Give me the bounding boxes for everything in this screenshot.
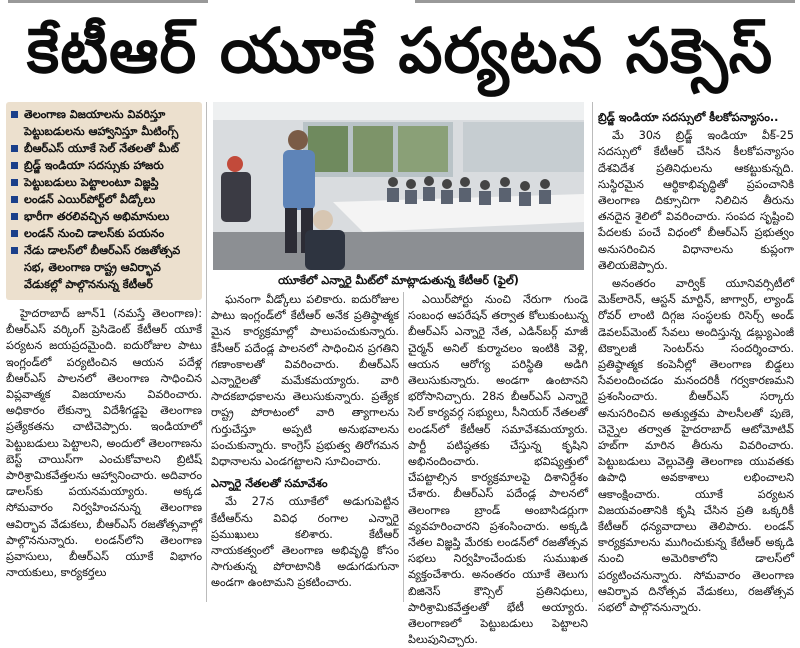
bullet-square-icon	[11, 213, 18, 220]
top-rule-right	[415, 0, 795, 3]
section-subhead: ఎన్నారై నేతలతో సమావేశం	[211, 477, 328, 491]
paragraph: ఘనంగా వీడ్కోలు పలికారు. ఐదురోజుల పాటు ఇంగ్లండ్‌లో కేటీఆర్ అనేక ప్రతిష్ఠాత్మక మైన కార్యక్రమాల్లో పాలుపంచుకున్నారు. కేసీఆర్ పదేండ్ల పాలనలో సాధించిన ప్రగతిని గణాంకాలతో వివరించారు. బీఆర్ఎస్ ఎన్నారైలతో మమేకమయ్యారు. వారి సాదకబాధకాలను తెలుసుకున్నారు. ప్రత్యేక రాష్ట్ర పోరాటంలో వారి త్యాగాలను గుర్తుచేస్తూ అప్పటి అనుభవాలను పంచుకున్నారు. కాంగ్రెస్ ప్రభుత్వ తిరోగమన విధానాలను ఎండగట్టాలని సూచించారు.	[211, 293, 399, 469]
highlight-item: బ్రిడ్జ్ ఇండియా సదస్సుకు హాజరు	[11, 157, 197, 174]
paragraph: మే 27న యూకేలో అడుగుపెట్టిన కేటీఆర్‌ను వివిధ రంగాల ఎన్నారై ప్రముఖులు కలిశారు. కేటీఆర్ నాయకత్వంలో తెలంగాణ అభివృద్ధి కోసం సాగుతున్న పోరాటానికి అడుగడుగునా అండగా ఉంటామని ప్రకటించారు.	[211, 495, 399, 590]
highlight-item: పెట్టుబడులు పెట్టాలంటూ విజ్ఞప్తి	[11, 174, 197, 191]
bullet-square-icon	[11, 111, 18, 118]
headline: కేటీఆర్ యూకే పర్యటన సక్సెస్	[26, 14, 774, 87]
column-divider	[592, 102, 593, 602]
photo-caption: యూకేలో ఎన్నారై మీట్‌లో మాట్లాడుతున్న కేటీఆర్ (ఫైల్)	[278, 274, 519, 287]
highlights-box	[6, 102, 202, 300]
section-subhead: బ్రిడ్జ్ ఇండియా సదస్సులో కీలకోపన్యాసం..	[598, 111, 779, 124]
paragraph: హైదరాబాద్ జూన్1 (నమస్తే తెలంగాణ): బీఆర్ఎస్ వర్కింగ్ ప్రెసిడెంట్ కేటీఆర్ యూకే పర్యటన జయప్రదమైంది. ఐదురోజుల పాటు ఇంగ్లండ్‌లో పర్యటించిన ఆయన పదేళ్ల బీఆర్ఎస్ పాలనలో తెలంగాణ సాధించిన విప్లవాత్మక విజయాలను వివరించారు. అధికారం లేకున్నా విదేశీగడ్డపై తెలంగాణ ప్రత్యేకతను చాటిచెప్పారు. ఇండియాలో పెట్టుబడులు పెట్టాలని, అందులో తెలంగాణను బెస్ట్ చాయిస్‌గా ఎంచుకోవాలని బ్రిటిష్ పారిశ్రామికవేత్తలను ఆహ్వానించారు. అదివారం డాలస్‌కు పయనమయ్యారు. అక్కడ సోమవారం నిర్వహించనున్న తెలంగాణ ఆవిర్భావ వేడుకలు, బీఆర్ఎస్ రజతోత్సవాల్లో పాల్గొననున్నారు. లండన్‌లోని తెలంగాణ ప్రవాసులు, బీఆర్ఎస్ యూకే విభాగం నాయకులు, కార్యకర్తలు	[6, 307, 202, 580]
meeting-room-illustration	[213, 102, 584, 270]
highlight-item: లండన్ ఎయిర్‌పోర్ట్‌లో వీడ్కోలు	[11, 191, 197, 208]
bullet-square-icon	[11, 145, 18, 152]
article-column-2	[211, 292, 399, 604]
bullet-square-icon	[11, 230, 18, 237]
column-divider	[403, 292, 404, 602]
highlight-item: నేడు డాలస్‌లో బీఆర్ఎస్ రజతోత్సవ సభ, తెలంగాణ రాష్ట్ర ఆవిర్భావ వేడుకల్లో పాల్గొననున్న కేటీఆర్	[11, 242, 197, 293]
bullet-square-icon	[11, 179, 18, 186]
highlight-item: భారీగా తరలివచ్చిన అభిమానులు	[11, 208, 197, 225]
article-column-1	[6, 306, 202, 604]
paragraph: అనంతరం వార్విక్ యూనివర్సిటీలో మెక్‌లారెన్, ఆస్టన్ మార్టిన్, జాగ్వార్, ల్యాండ్ రోవర్ లాంటి దిగ్గజ సంస్థలకు రిసెర్చ్ అండ్ డెవలప్‌మెంట్ సేవలు అందిస్తున్న డబ్ల్యుఎంజీ టెక్నాలజీ సెంటర్‌ను సందర్శించారు. ప్రతిష్ఠాత్మక కంపెనీల్లో తెలంగాణ బిడ్డలు సేవలందించడం మనందరికీ గర్వకారణమని ప్రశంసించారు. బీఆర్ఎస్ సర్కారు అనుసరించిన అత్యుత్తమ పాలసీలతో పుణె, చెన్నైల తర్వాత హైదరాబాద్ ఆటోమోటివ్ హబ్‌గా మారిన తీరును వివరించారు. పెట్టుబడులు వెల్లువెత్తి తెలంగాణ యువతకు ఉపాధి అవకాశాలు లభించాలని ఆకాంక్షించారు. యూకే పర్యటన విజయవంతానికి కృషి చేసిన ప్రతి ఒక్కరికీ కేటీఆర్ ధన్యవాదాలు తెలిపారు. లండన్ కార్యక్రమాలను ముగించుకున్న కేటీఆర్ అక్కడి నుంచి అమెరికాలోని డాలస్‌లో పర్యటించనున్నారు. సోమవారం తెలంగాణ ఆవిర్భావ దినోత్సవ వేడుకలు, రజతోత్సవ సభలో పాల్గొననున్నారు.	[598, 277, 794, 615]
bullet-square-icon	[11, 162, 18, 169]
highlight-item: తెలంగాణ విజయాలను వివరిస్తూ పెట్టుబడులను ఆహ్వానిస్తూ మీటింగ్స్	[11, 106, 197, 140]
highlight-item: బీఆర్ఎస్ యూకే సెల్ నేతలతో మీట్	[11, 140, 197, 157]
top-rule-left	[8, 0, 208, 3]
bullet-square-icon	[11, 196, 18, 203]
paragraph: ఎయిర్‌పోర్టు నుంచి నేరుగా గుండె సంబంధ ఆపరేషన్ తర్వాత కోలుకుంటున్న బీఆర్ఎస్ ఎన్నారై నేత, ఎడిన్‌బర్గ్ మాజీ చైర్మన్ అనిల్ కుర్మాచలం ఇంటికి వెళ్లి, ఆయన ఆరోగ్య పరిస్థితి అడిగి తెలుసుకున్నారు. అండగా ఉంటానని భరోసానిచ్చారు. 28న బీఆర్ఎస్ ఎన్నారై సెల్ కార్యవర్గ సభ్యులు, సీనియర్ నేతలతో లండన్‌లో కేటీఆర్ సమావేశమయ్యారు. పార్టీ పటిష్ఠతకు చేస్తున్న కృషిని అభినందించారు. భవిష్యత్తులో చేపట్టాల్సిన కార్యక్రమాలపై దిశానిర్దేశం చేశారు. బీఆర్ఎస్ పదేండ్ల పాలనలో తెలంగాణ బ్రాండ్ అంబాసిడర్లుగా వ్యవహరించారని ప్రశంసించారు. అక్కడి నేతల విజ్ఞప్తి మేరకు లండన్‌లో రజతోత్సవ సభలు నిర్వహించేందుకు సుముఖత వ్యక్తంచేశారు. అనంతరం యూకే తెలుగు బిజినెస్ కౌన్సిల్ ప్రతినిధులు, పారిశ్రామికవేత్తలతో భేటీ అయ్యారు. తెలంగాణలో పెట్టుబడులు పెట్టాలని పిలుపునిచ్చారు.	[408, 293, 588, 647]
article-column-4	[598, 104, 794, 615]
article-column-3	[408, 292, 588, 647]
news-photo	[213, 102, 584, 270]
column-divider	[206, 102, 207, 602]
bullet-square-icon	[11, 247, 18, 254]
paragraph: మే 30న బ్రిడ్జ్ ఇండియా వీక్-25 సదస్సులో కేటీఆర్ చేసిన కీలకోపన్యాసం దేశవిదేశ ప్రతినిధులను ఆకట్టుకున్నది. సుస్థిరమైన ఆర్థికాభివృద్ధితో ప్రపంచానికి తెలంగాణ దిక్సూచిగా నిలిచిన తీరును తనదైన శైలిలో వివరించారు. సంపద సృష్టించి పేదలకు పంచే విధంలో బీఆర్ఎస్ ప్రభుత్వం అనుసరించిన విధానాలను కుప్లంగా తెలియజెప్పారు.	[598, 129, 794, 272]
highlight-item: లండన్ నుంచి డాలస్‌కు పయనం	[11, 225, 197, 242]
